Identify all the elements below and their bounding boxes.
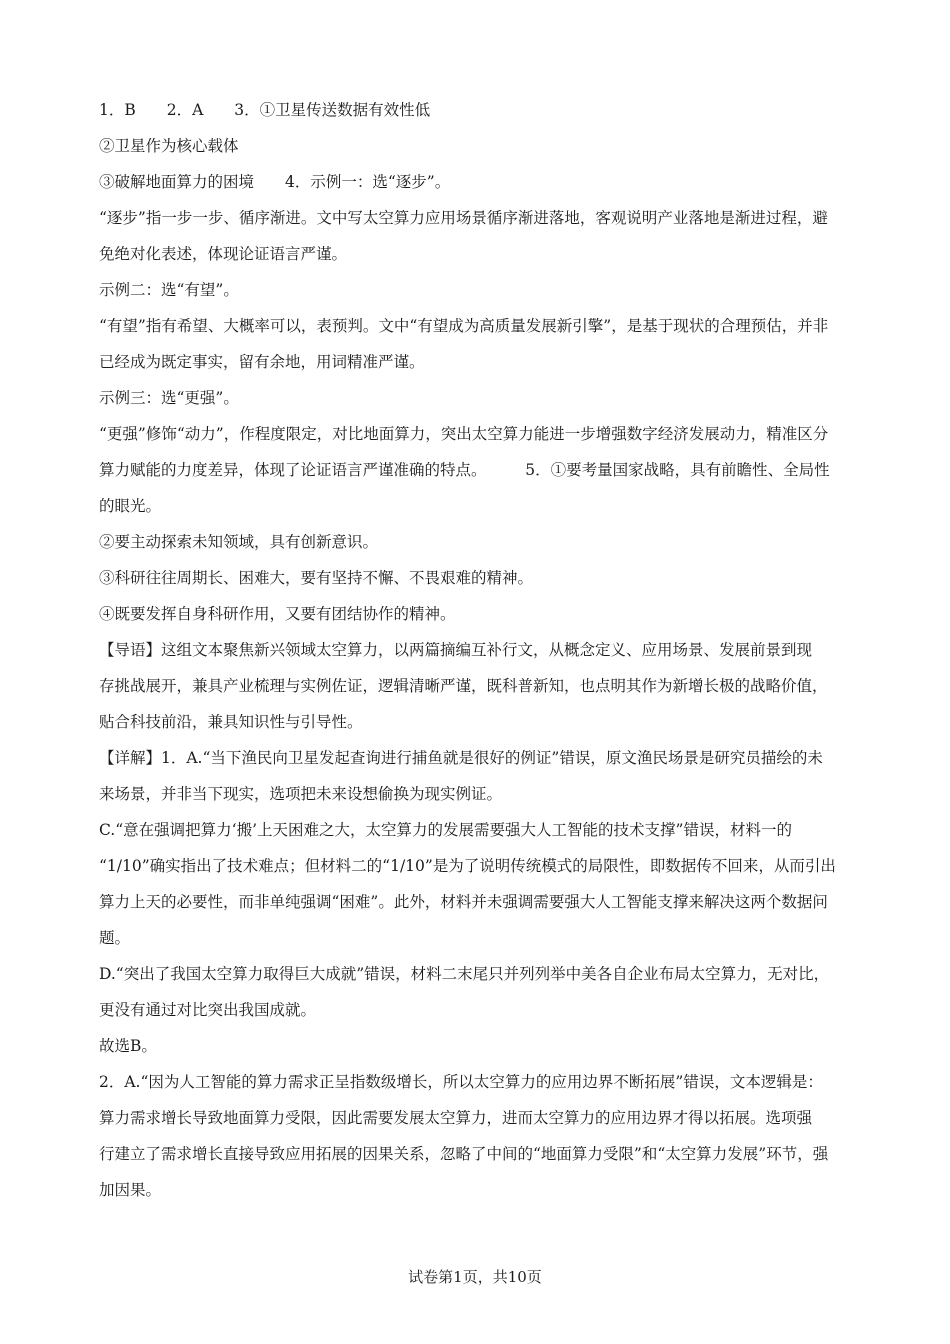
answer-content [99,92,859,1208]
text-line: 2．A.“因为人工智能的算力需求正呈指数级增长，所以太空算力的应用边界不断拓展”错误，文本逻辑是： [99,1073,823,1091]
text-line: 示例二：选“有望”。 [99,281,239,299]
text-line: ③科研往往周期长、困难大，要有坚持不懈、不畏艰难的精神。 [99,569,534,587]
text-line: D.“突出了我国太空算力取得巨大成就”错误，材料二末尾只并列列举中美各自企业布局太空算力，无对比， [99,965,830,983]
text-line: 【详解】1．A.“当下渔民向卫星发起查询进行捕鱼就是很好的例证”错误，原文渔民场景是研究员描绘的未 [99,749,823,767]
text-line: 更没有通过对比突出我国成就。 [99,1001,317,1019]
text-line: 贴合科技前沿，兼具知识性与引导性。 [99,713,363,731]
text-line: 算力需求增长导致地面算力受限，因此需要发展太空算力，进而太空算力的应用边界才得以拓展。选项强 [99,1109,813,1127]
text-line: 来场景，并非当下现实，选项把未来设想偷换为现实例证。 [99,785,503,803]
text-line: 算力上天的必要性，而非单纯强调“困难”。此外，材料并未强调需要强大人工智能支撑来解决这两个数据问 [99,893,828,911]
text-line: “有望”指有希望、大概率可以，表预判。文中“有望成为高质量发展新引擎”，是基于现状的合理预估，并非 [99,317,829,335]
text-line: 行建立了需求增长直接导致应用拓展的因果关系，忽略了中间的“地面算力受限”和“太空算力发展”环节，强 [99,1145,829,1163]
text-line: 加因果。 [99,1181,162,1199]
text-line: “更强”修饰“动力”，作程度限定，对比地面算力，突出太空算力能进一步增强数字经济发展动力，精准区分 [99,425,829,443]
text-line: 1．B 2．A 3．①卫星传送数据有效性低 [99,101,431,119]
text-line: 故选B。 [99,1037,157,1055]
text-line: 示例三：选“更强”。 [99,389,239,407]
text-line: ④既要发挥自身科研作用，又要有团结协作的精神。 [99,605,456,623]
text-line: 免绝对化表述，体现论证语言严谨。 [99,245,348,263]
text-line: “逐步”指一步一步、循序渐进。文中写太空算力应用场景循序渐进落地，客观说明产业落地是渐进过程，避 [99,209,828,227]
text-line: “1/10”确实指出了技术难点；但材料二的“1/10”是为了说明传统模式的局限性，即数据传不回来，从而引出 [99,857,836,875]
text-line: 算力赋能的力度差异，体现了论证语言严谨准确的特点。 5．①要考量国家战略，具有前瞻性、全局性 [99,461,830,479]
text-line: 存挑战展开，兼具产业梳理与实例佐证，逻辑清晰严谨，既科普新知，也点明其作为新增长极的战略价值， [99,677,828,695]
text-line: 已经成为既定事实，留有余地，用词精准严谨。 [99,353,425,371]
text-line: ②要主动探索未知领域，具有创新意识。 [99,533,379,551]
page-footer: 试卷第1页，共10页 [408,1268,542,1286]
text-line: 题。 [99,929,131,947]
text-line: ③破解地面算力的困境 4．示例一：选“逐步”。 [99,173,451,191]
text-line: ②卫星作为核心载体 [99,137,239,155]
text-line: C.“意在强调把算力‘搬’上天困难之大，太空算力的发展需要强大人工智能的技术支撑”错误，材料一的 [99,821,792,839]
text-line: 【导语】这组文本聚焦新兴领域太空算力，以两篇摘编互补行文，从概念定义、应用场景、发展前景到现 [99,641,813,659]
text-line: 的眼光。 [99,497,162,515]
